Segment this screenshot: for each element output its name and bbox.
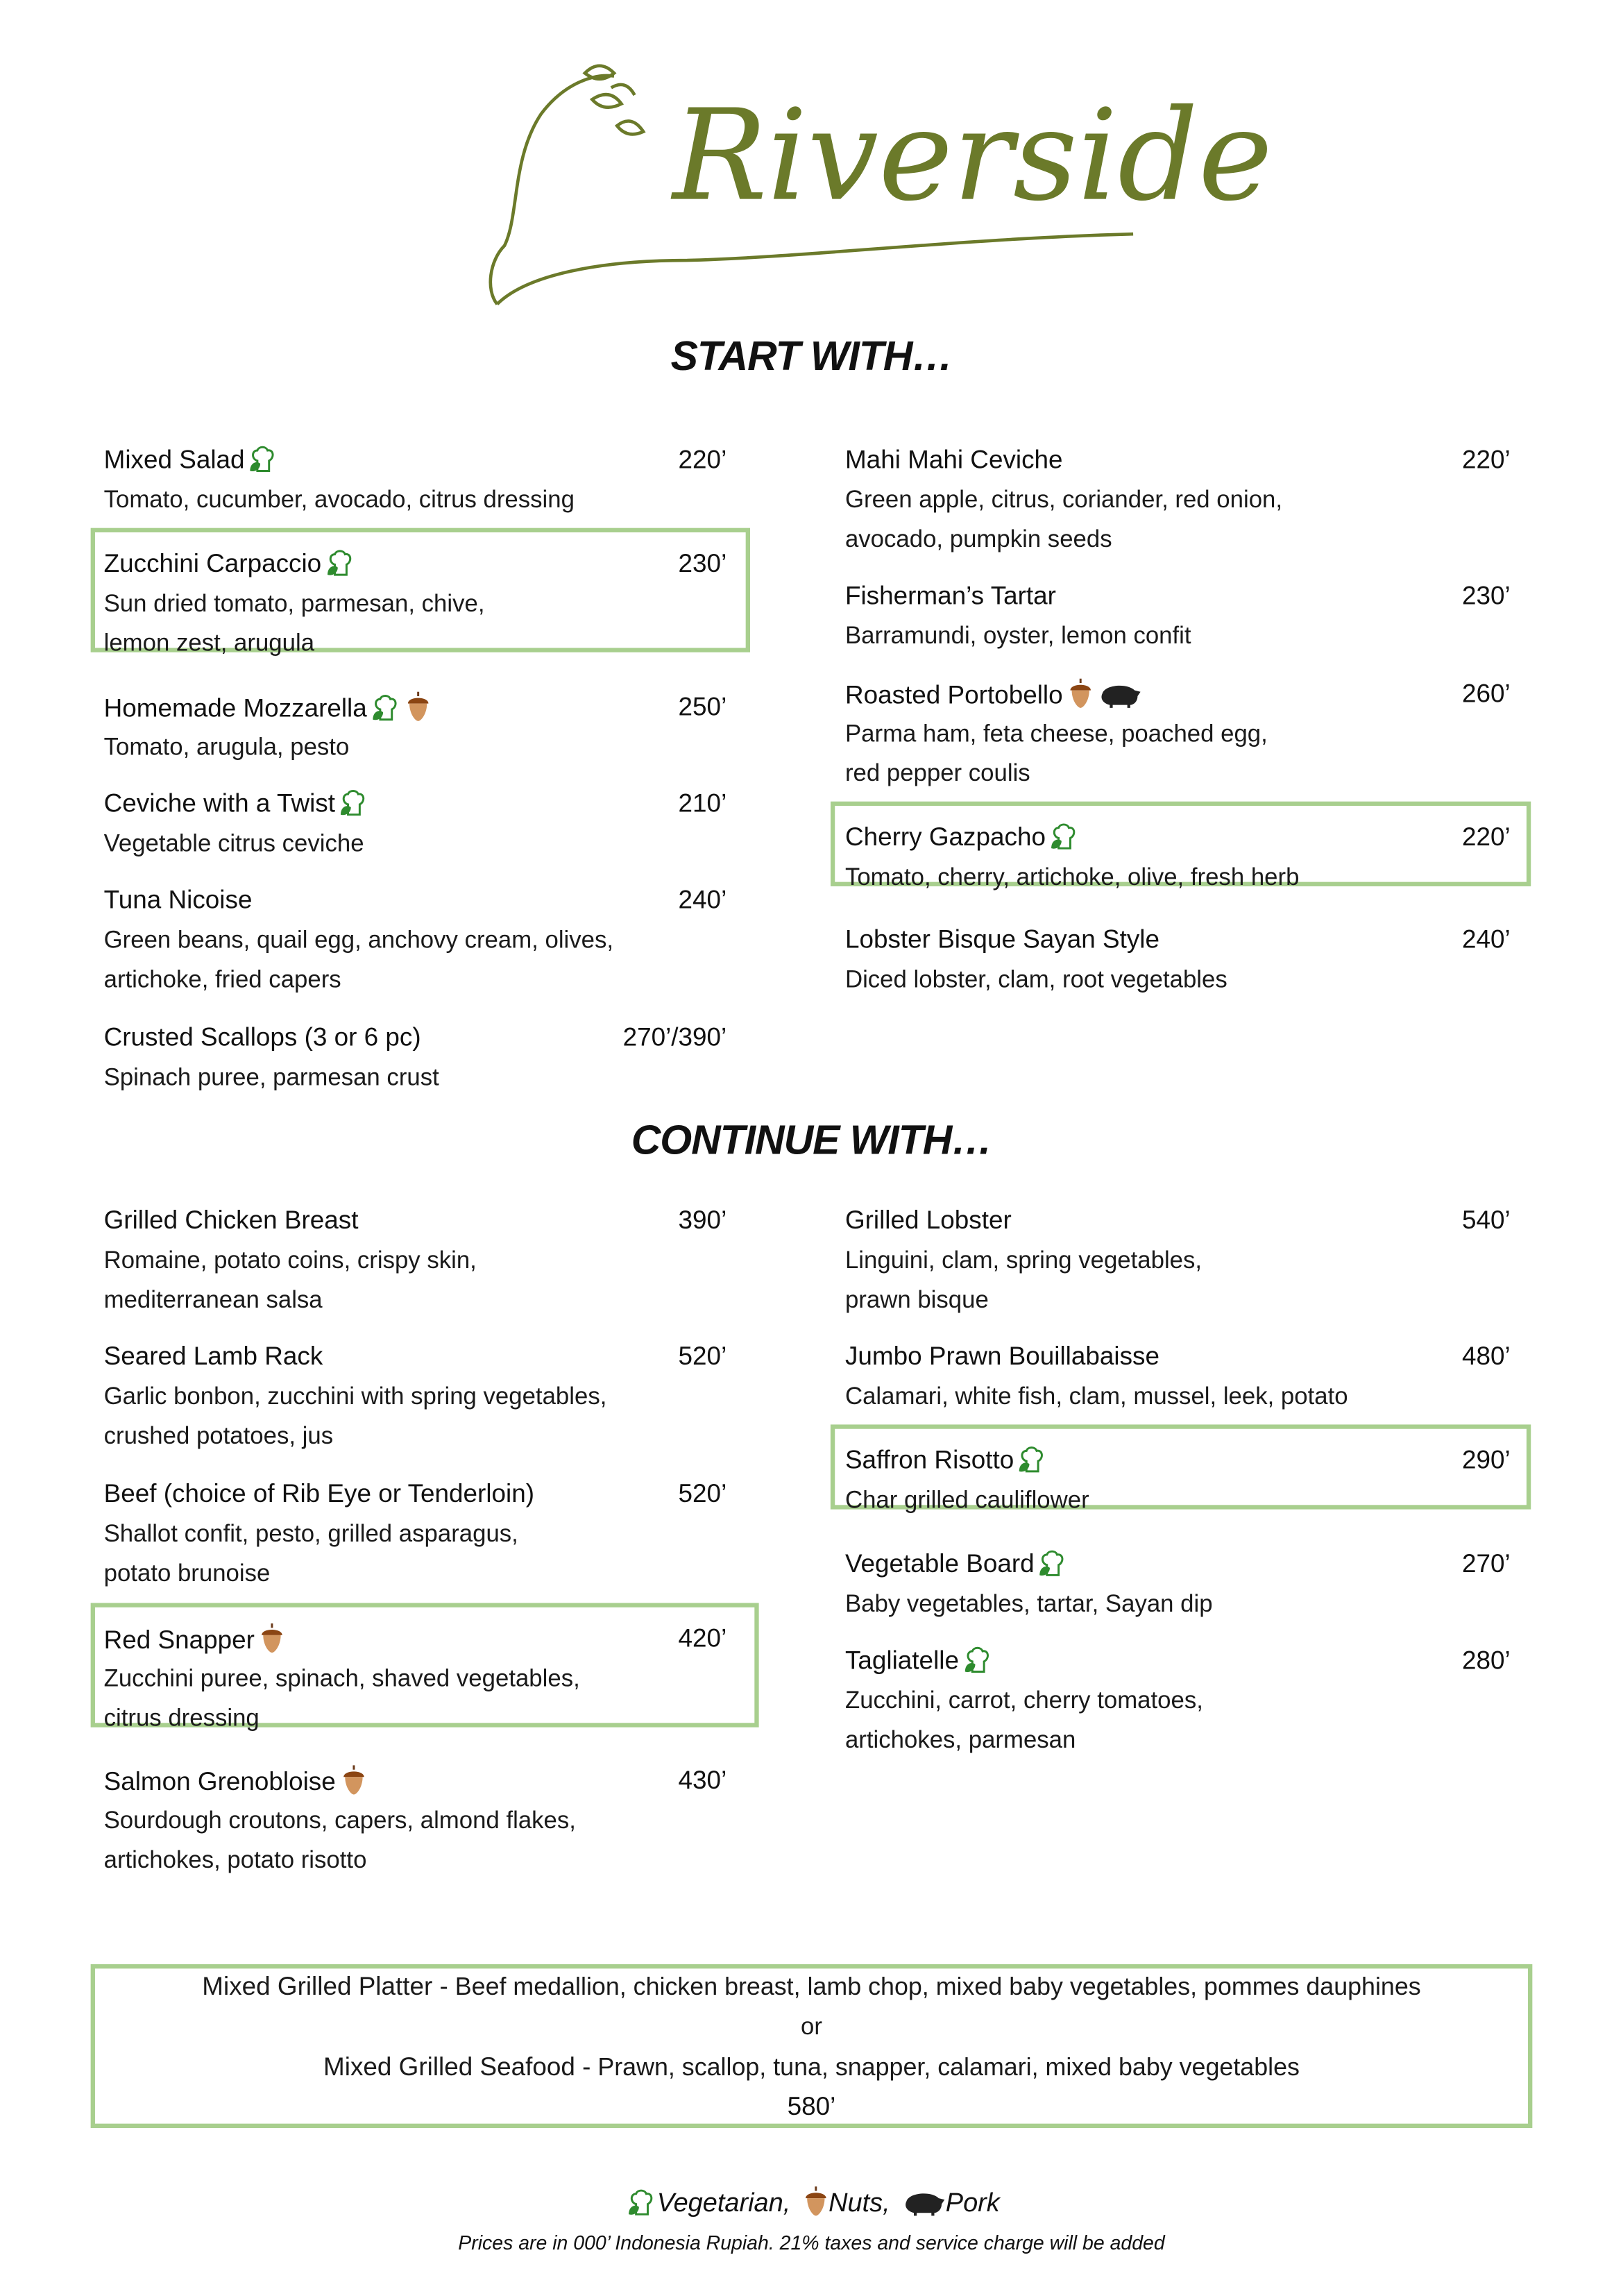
menu-item-description: mediterranean salsa xyxy=(103,1287,323,1314)
item-name: Mixed Salad xyxy=(103,444,245,474)
menu-item-description: red pepper coulis xyxy=(844,760,1030,787)
item-name: Salmon Grenobloise xyxy=(103,1766,336,1796)
menu-item-title xyxy=(104,1764,366,1803)
menu-item-price: 290’ xyxy=(1462,1444,1511,1475)
menu-item-title xyxy=(104,1204,359,1235)
item-name: Mahi Mahi Ceviche xyxy=(844,444,1063,474)
item-name: Red Snapper xyxy=(103,1625,255,1655)
item-name: Jumbo Prawn Bouillabaisse xyxy=(844,1341,1159,1371)
menu-item-description: Zucchini, carrot, cherry tomatoes, xyxy=(844,1687,1203,1714)
menu-item-title xyxy=(845,1340,1159,1371)
menu-item-description: Barramundi, oyster, lemon confit xyxy=(844,623,1191,650)
menu-item-title xyxy=(845,1204,1012,1235)
menu-item-price: 540’ xyxy=(1462,1205,1511,1235)
menu-item-title xyxy=(104,1622,286,1662)
vegetarian-icon xyxy=(963,1646,992,1682)
menu-item-title xyxy=(845,820,1079,859)
item-name: Lobster Bisque Sayan Style xyxy=(844,924,1160,954)
menu-item-description: Tomato, cucumber, avocado, citrus dressing xyxy=(103,487,575,514)
item-name: Roasted Portobello xyxy=(844,679,1063,709)
vegetarian-icon xyxy=(249,445,278,482)
menu-item-description: artichokes, parmesan xyxy=(844,1727,1076,1754)
menu-item-description: avocado, pumpkin seeds xyxy=(844,526,1112,553)
seafood-title: Mixed Grilled Seafood - xyxy=(323,2052,591,2082)
item-name: Cherry Gazpacho xyxy=(844,822,1046,852)
item-name: Seared Lamb Rack xyxy=(103,1341,323,1371)
menu-item-price: 270’/390’ xyxy=(622,1022,727,1052)
menu-item-price: 240’ xyxy=(1462,924,1511,954)
menu-item-title xyxy=(104,787,369,825)
menu-item-description: prawn bisque xyxy=(844,1287,989,1314)
section-heading-continue: CONTINUE WITH… xyxy=(631,1117,992,1163)
menu-item-description: Green beans, quail egg, anchovy cream, olives, xyxy=(103,927,614,954)
brand-name: Riverside xyxy=(672,82,1273,229)
menu-item-description: Linguini, clam, spring vegetables, xyxy=(844,1247,1203,1274)
menu-item-description: potato brunoise xyxy=(103,1560,271,1587)
seafood-desc: Prawn, scallop, tuna, snapper, calamari, mixed baby vegetables xyxy=(590,2053,1300,2082)
nuts-icon xyxy=(1067,677,1094,717)
menu-item-description: Baby vegetables, tartar, Sayan dip xyxy=(844,1591,1213,1618)
item-name: Homemade Mozzarella xyxy=(103,693,367,723)
menu-item-title xyxy=(845,579,1056,611)
menu-item-description: Tomato, arugula, pesto xyxy=(103,734,350,761)
menu-item-price: 480’ xyxy=(1462,1341,1511,1371)
vegetarian-icon xyxy=(1039,1549,1068,1586)
menu-item-price: 230’ xyxy=(1462,580,1511,610)
menu-item-price: 250’ xyxy=(678,691,727,721)
menu-item-price: 220’ xyxy=(1462,444,1511,474)
menu-item-price: 230’ xyxy=(678,548,727,578)
menu-item-description: Zucchini puree, spinach, shaved vegetables, xyxy=(103,1666,580,1693)
vegetarian-icon xyxy=(339,788,368,825)
nuts-icon xyxy=(259,1622,285,1662)
vegetarian-icon xyxy=(1019,1445,1048,1482)
menu-item-title xyxy=(104,443,278,481)
menu-item-description: Sourdough croutons, capers, almond flakes, xyxy=(103,1807,576,1834)
item-name: Saffron Risotto xyxy=(844,1444,1014,1475)
menu-item-description: Shallot confit, pesto, grilled asparagus, xyxy=(103,1521,518,1548)
legend-pork: Pork xyxy=(945,2188,1000,2218)
item-name: Vegetable Board xyxy=(844,1548,1035,1578)
item-name: Ceviche with a Twist xyxy=(103,788,336,818)
item-name: Beef (choice of Rib Eye or Tenderloin) xyxy=(103,1478,535,1508)
menu-item-price: 520’ xyxy=(678,1478,727,1508)
menu-item-price: 240’ xyxy=(678,884,727,914)
menu-item-title xyxy=(104,691,432,730)
menu-item-price: 260’ xyxy=(1462,678,1511,708)
menu-item-title xyxy=(104,884,253,915)
item-name: Tuna Nicoise xyxy=(103,884,253,914)
menu-item-description: Calamari, white fish, clam, mussel, leek, potato xyxy=(844,1383,1348,1410)
platter-price: 580’ xyxy=(787,2091,836,2121)
item-name: Grilled Chicken Breast xyxy=(103,1205,359,1235)
menu-item-description: lemon zest, arugula xyxy=(103,630,315,657)
menu-item-price: 220’ xyxy=(1462,822,1511,852)
menu-item-description: Spinach puree, parmesan crust xyxy=(103,1065,439,1091)
menu-item-description: Diced lobster, clam, root vegetables xyxy=(844,966,1227,993)
menu-item-description: artichoke, fried capers xyxy=(103,966,341,993)
menu-item-description: Garlic bonbon, zucchini with spring vegetables, xyxy=(103,1383,607,1410)
menu-item-price: 420’ xyxy=(678,1623,727,1653)
riverside-logo xyxy=(482,41,1273,319)
legend xyxy=(0,2185,1623,2225)
menu-item-price: 220’ xyxy=(678,444,727,474)
vegetarian-icon xyxy=(326,548,355,585)
vegetarian-icon xyxy=(1050,822,1079,859)
menu-item-description: Green apple, citrus, coriander, red onion, xyxy=(844,487,1283,514)
section-heading-start: START WITH… xyxy=(670,333,953,379)
menu-item-description: citrus dressing xyxy=(103,1705,260,1732)
item-name: Crusted Scallops (3 or 6 pc) xyxy=(103,1022,421,1052)
menu-item-price: 210’ xyxy=(678,788,727,818)
nuts-icon xyxy=(340,1764,366,1803)
menu-item-price: 390’ xyxy=(678,1205,727,1235)
menu-item-price: 270’ xyxy=(1462,1548,1511,1578)
item-name: Tagliatelle xyxy=(844,1645,959,1675)
menu-item-description: Romaine, potato coins, crispy skin, xyxy=(103,1247,477,1274)
menu-item-price: 520’ xyxy=(678,1341,727,1371)
menu-item-price: 280’ xyxy=(1462,1645,1511,1675)
nuts-icon xyxy=(405,691,432,730)
menu-item-price: 430’ xyxy=(678,1765,727,1795)
menu-item-title xyxy=(845,677,1141,717)
menu-item-title xyxy=(104,1021,421,1053)
vegetarian-icon xyxy=(628,2188,657,2225)
menu-item-title xyxy=(845,1444,1048,1482)
menu-item-title xyxy=(104,1477,534,1509)
menu-item-description: Char grilled cauliflower xyxy=(844,1487,1089,1514)
menu-item-description: Tomato, cherry, artichoke, olive, fresh herb xyxy=(844,864,1300,891)
item-name: Fisherman’s Tartar xyxy=(844,580,1056,610)
item-name: Zucchini Carpaccio xyxy=(103,548,322,578)
pork-icon xyxy=(902,2191,946,2225)
item-name: Grilled Lobster xyxy=(844,1205,1012,1235)
menu-item-description: Sun dried tomato, parmesan, chive, xyxy=(103,591,485,618)
legend-vegetarian: Vegetarian, xyxy=(656,2188,791,2218)
menu-item-title xyxy=(845,923,1159,955)
platter-line-1 xyxy=(0,1970,1623,2003)
price-note: Prices are in 000’ Indonesia Rupiah. 21% taxes and service charge will be added xyxy=(458,2231,1165,2254)
menu-item-description: Vegetable citrus ceviche xyxy=(103,830,364,857)
menu-item-description: Parma ham, feta cheese, poached egg, xyxy=(844,720,1268,748)
platter-line-2 xyxy=(0,2050,1623,2084)
menu-item-title xyxy=(845,1547,1068,1585)
legend-nuts: Nuts, xyxy=(829,2188,890,2218)
vegetarian-icon xyxy=(371,693,400,730)
menu-item-title xyxy=(845,443,1063,475)
platter-or: or xyxy=(801,2014,822,2041)
menu-item-description: crushed potatoes, jus xyxy=(103,1423,334,1450)
platter-title: Mixed Grilled Platter - xyxy=(202,1971,448,2001)
menu-item-description: artichokes, potato risotto xyxy=(103,1847,367,1874)
pork-icon xyxy=(1098,683,1141,716)
menu-item-title xyxy=(104,547,355,585)
menu-item-title xyxy=(845,1644,992,1682)
platter-desc: Beef medallion, chicken breast, lamb chop, mixed baby vegetables, pommes dauphines xyxy=(448,1973,1421,2001)
menu-item-title xyxy=(104,1340,323,1371)
nuts-icon xyxy=(802,2185,829,2225)
